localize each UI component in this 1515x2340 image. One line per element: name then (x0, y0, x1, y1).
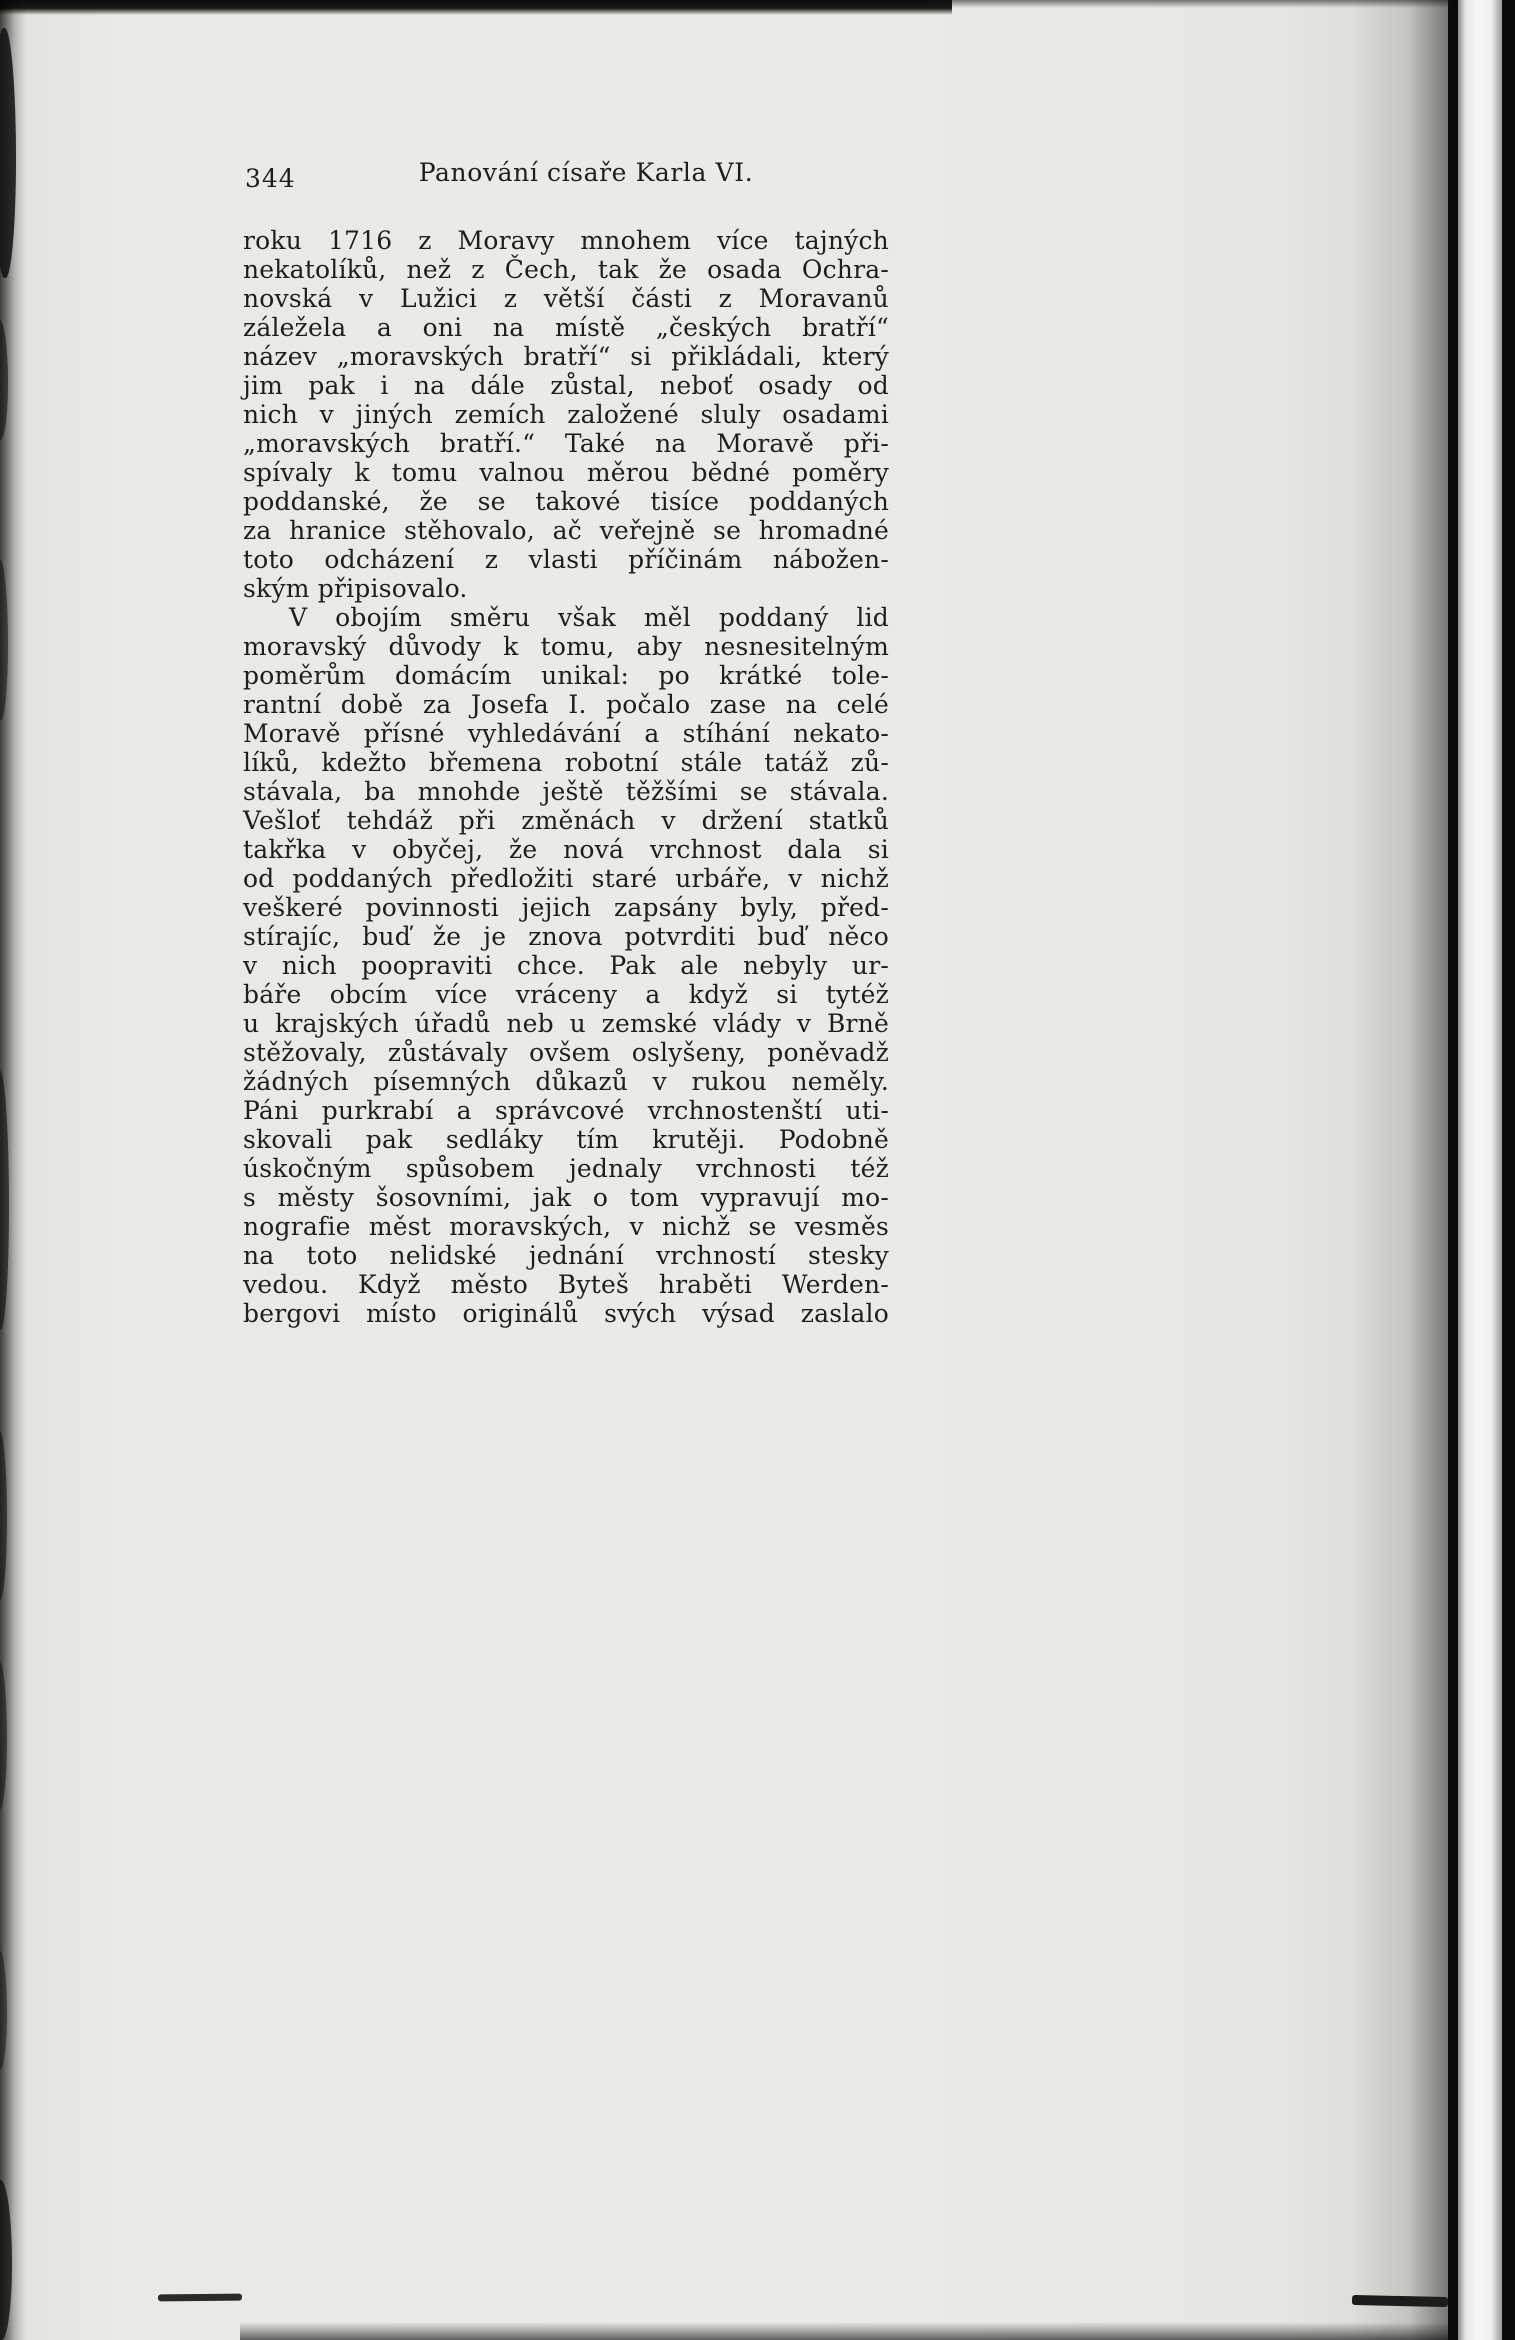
text-line: od poddaných předložiti staré urbáře, v nichž (243, 864, 889, 893)
text-line: novská v Lužici z větší části z Moravanů (243, 284, 889, 313)
text-line: nich v jiných zemích založené sluly osadami (243, 400, 889, 429)
text-line: vedou. Když město Byteš hraběti Werden- (243, 1270, 889, 1299)
text-line: na toto nelidské jednání vrchností stesky (243, 1241, 889, 1270)
text-line: báře obcím více vráceny a když si tytéž (243, 980, 889, 1009)
text-line: V obojím směru však měl poddaný lid (289, 603, 889, 632)
text-line: nekatolíků, než z Čech, tak že osada Ochra- (243, 255, 889, 284)
text-line: úskočným spůsobem jednaly vrchnosti též (243, 1154, 889, 1183)
text-line: takřka v obyčej, že nová vrchnost dala si (243, 835, 889, 864)
text-line: „moravských bratří.“ Také na Moravě při- (243, 429, 889, 458)
page-curve-shadow (1350, 0, 1448, 2340)
text-line: poddanské, že se takové tisíce poddaných (243, 487, 889, 516)
scan-artifact-bottom-dash-left (158, 2294, 242, 2302)
text-line: název „moravských bratří“ si přikládali, který (243, 342, 889, 371)
text-line: toto odcházení z vlasti příčinám nábožen- (243, 545, 889, 574)
text-line: za hranice stěhovalo, ač veřejně se hromadné (243, 516, 889, 545)
text-line: v nich poopraviti chce. Pak ale nebyly ur- (243, 951, 889, 980)
text-line: žádných písemných důkazů v rukou neměly. (243, 1067, 889, 1096)
text-line: Moravě přísné vyhledávání a stíhání nekato- (243, 719, 889, 748)
next-page-edge (1458, 0, 1502, 2340)
text-line: spívaly k tomu valnou měrou bědné poměry (243, 458, 889, 487)
text-column (243, 158, 889, 1328)
text-line: stávala, ba mnohde ještě těžšími se stávala. (243, 777, 889, 806)
page-header (243, 158, 889, 202)
text-line: líků, kdežto břemena robotní stále tatáž zů- (243, 748, 889, 777)
text-line: stěžovaly, zůstávaly ovšem oslyšeny, poněvadž (243, 1038, 889, 1067)
text-line: Vešloť tehdáž při změnách v držení statků (243, 806, 889, 835)
text-line: Páni purkrabí a správcové vrchnostenští uti- (243, 1096, 889, 1125)
text-line: veškeré povinnosti jejich zapsány byly, před- (243, 893, 889, 922)
scan-artifact-top-shadow-right (930, 0, 1450, 8)
text-line: roku 1716 z Moravy mnohem více tajných (243, 226, 889, 255)
text-line: nografie měst moravských, v nichž se vesměs (243, 1212, 889, 1241)
text-line: bergovi místo originálů svých výsad zaslalo (243, 1299, 889, 1328)
running-header-title: Panování císaře Karla VI. (418, 158, 754, 187)
page-number: 344 (245, 164, 296, 193)
text-line: ským připisovalo. (243, 574, 468, 603)
text-line: stírajíc, buď že je znova potvrditi buď něco (243, 922, 889, 951)
scan-artifact-top-shadow (0, 0, 952, 15)
text-line: záležela a oni na místě „českých bratří“ (243, 313, 889, 342)
text-line: rantní době za Josefa I. počalo zase na celé (243, 690, 889, 719)
paragraph (243, 603, 889, 1328)
text-line: s městy šosovními, jak o tom vypravují mo- (243, 1183, 889, 1212)
text-block (243, 226, 889, 1328)
scan-artifact-bottom-edge (240, 2322, 1448, 2340)
text-line: jim pak i na dále zůstal, neboť osady od (243, 371, 889, 400)
text-line: poměrům domácím unikal: po krátké tole- (243, 661, 889, 690)
scan-artifact-bottom-dash-right (1352, 2295, 1448, 2307)
text-line: skovali pak sedláky tím krutěji. Podobně (243, 1125, 889, 1154)
text-line: moravský důvody k tomu, aby nesnesitelným (243, 632, 889, 661)
text-line: u krajských úřadů neb u zemské vlády v Brně (243, 1009, 889, 1038)
paragraph (243, 226, 889, 603)
